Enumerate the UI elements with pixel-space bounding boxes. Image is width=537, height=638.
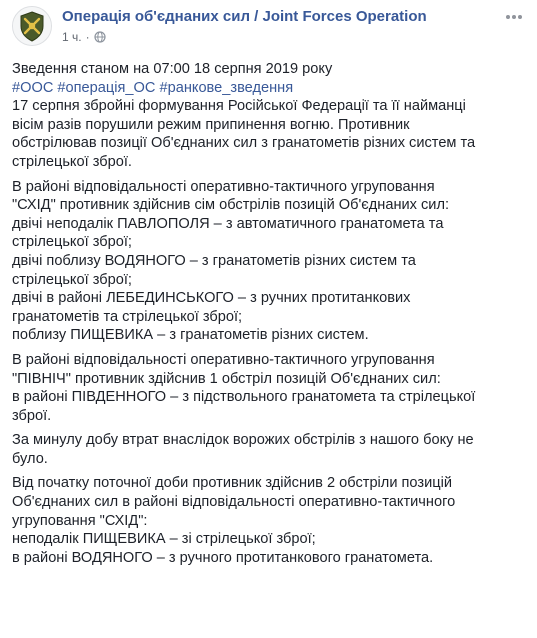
report-title: Зведення станом на 07:00 18 серпня 2019 року [12, 61, 333, 77]
text-line: двічі неподалік ПАВЛОПОЛЯ – з автоматичного гранатомета та [12, 215, 444, 232]
hashtag-link[interactable]: #ООС [12, 79, 54, 96]
page-name-link[interactable]: Операція об'єднаних сил / Joint Forces Operation [62, 8, 427, 25]
meta-separator: · [85, 30, 90, 44]
text-line: Об'єднаних сил в районі відповідальності оперативно-тактичного [12, 494, 456, 511]
paragraph-summary [12, 97, 526, 171]
post-timestamp[interactable]: 1 ч. [62, 30, 82, 44]
paragraph-north [12, 351, 526, 425]
text-line: угруповання "СХІД": [12, 512, 148, 529]
hashtag-link[interactable]: #операція_ОС [57, 79, 156, 96]
text-line: обстрілював позиції Об'єднаних сил з гранатометів різних систем та [12, 135, 476, 152]
text-line: двічі в районі ЛЕБЕДИНСЬКОГО – з ручних протитанкових [12, 290, 411, 307]
text-line: в районі ПІВДЕННОГО – з підствольного гранатомета та стрілецької [12, 389, 476, 406]
text-line: двічі поблизу ВОДЯНОГО – з гранатометів різних систем та [12, 252, 416, 269]
post-body [12, 60, 526, 573]
more-horizontal-icon [505, 14, 523, 20]
jfo-emblem-icon [13, 7, 51, 45]
text-line: поблизу ПИЩЕВИКА – з гранатометів різних систем. [12, 327, 369, 344]
text-line: зброї. [12, 407, 52, 424]
post-intro [12, 60, 526, 97]
text-line: Від початку поточної доби противник здійснив 2 обстріли позицій [12, 475, 452, 492]
paragraph-today [12, 474, 526, 567]
post-meta [62, 30, 106, 44]
text-line: стрілецької зброї; [12, 271, 132, 288]
page-avatar[interactable] [12, 6, 52, 46]
paragraph-east [12, 178, 526, 345]
hashtag-link[interactable]: #ранкове_зведення [159, 79, 294, 96]
post-header [12, 6, 525, 50]
text-line: стрілецької зброї. [12, 153, 132, 170]
text-line: За минулу добу втрат внаслідок ворожих обстрілів з нашого боку не [12, 432, 474, 449]
text-line: 17 серпня збройні формування Російської Федерації та її найманці [12, 98, 466, 115]
text-line: вісім разів порушили режим припинення вогню. Противник [12, 116, 410, 133]
text-line: неподалік ПИЩЕВИКА – зі стрілецької зброї; [12, 531, 316, 548]
text-line: гранатометів та стрілецької зброї; [12, 308, 243, 325]
text-line: "ПІВНІЧ" противник здійснив 1 обстріл позицій Об'єднаних сил: [12, 370, 441, 387]
text-line: було. [12, 450, 48, 467]
text-line: стрілецької зброї; [12, 234, 132, 251]
text-line: В районі відповідальності оперативно-тактичного угруповання [12, 178, 435, 195]
post-options-button[interactable] [503, 8, 525, 26]
text-line: "СХІД" противник здійснив сім обстрілів позицій Об'єднаних сил: [12, 197, 450, 214]
text-line: в районі ВОДЯНОГО – з ручного протитанкового гранатомета. [12, 549, 434, 566]
hashtag-row [12, 79, 526, 98]
globe-icon[interactable] [94, 31, 106, 43]
text-line: В районі відповідальності оперативно-тактичного угруповання [12, 351, 435, 368]
paragraph-losses [12, 431, 526, 468]
